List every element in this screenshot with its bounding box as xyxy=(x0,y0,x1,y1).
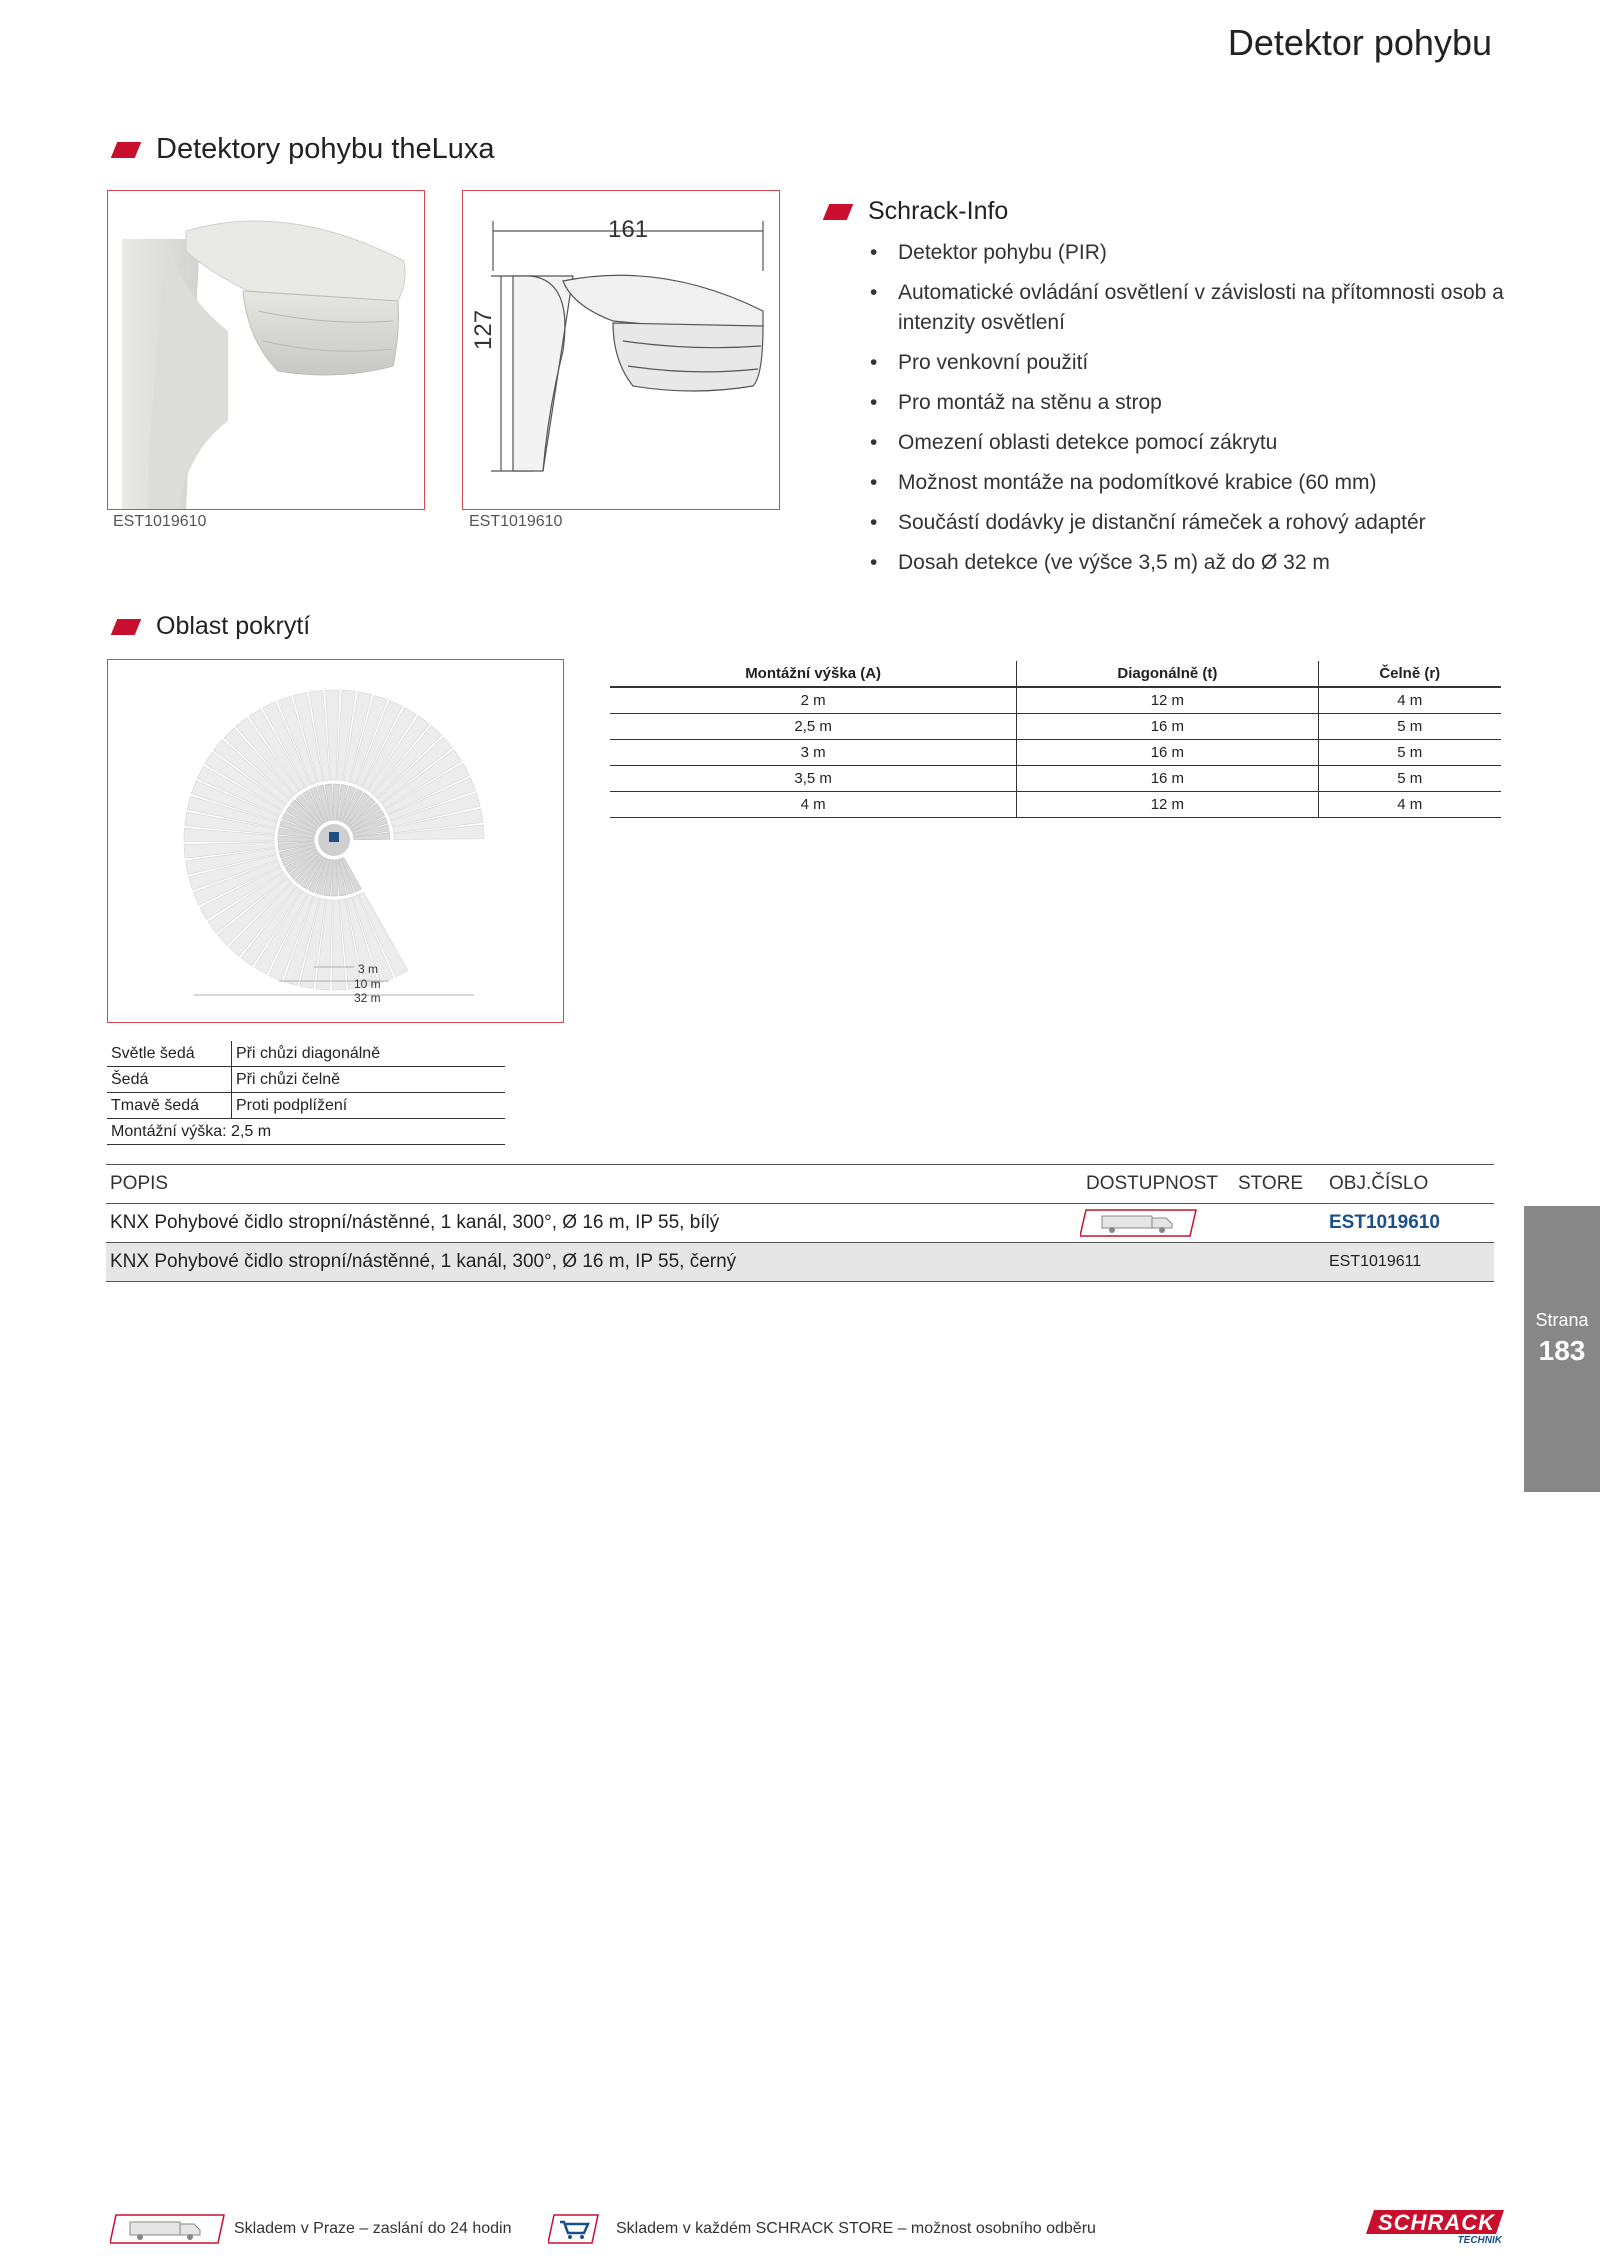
cov-cell: 12 m xyxy=(1017,792,1318,818)
header-store: STORE xyxy=(1238,1173,1304,1194)
info-item: • Součástí dodávky je distanční rámeček a rohový adaptér xyxy=(866,508,1506,538)
info-item: • Dosah detekce (ve výšce 3,5 m) až do Ø 32 m xyxy=(866,548,1506,578)
cov-cell: 5 m xyxy=(1318,740,1501,766)
header-popis: POPIS xyxy=(110,1173,169,1194)
legend-key: Šedá xyxy=(107,1067,232,1093)
legend-value: Proti podplížení xyxy=(232,1093,506,1119)
coverage-table xyxy=(610,661,1501,818)
table-row xyxy=(107,1093,505,1119)
table-row xyxy=(610,714,1501,740)
info-item: • Pro montáž na stěnu a strop xyxy=(866,388,1506,418)
logo-subtext: TECHNIK xyxy=(1457,2235,1502,2246)
footer-stock-store: Skladem v každém SCHRACK STORE – možnost osobního odběru xyxy=(616,2220,1096,2237)
legend-key: Tmavě šedá xyxy=(107,1093,232,1119)
info-item: • Pro venkovní použití xyxy=(866,348,1506,378)
product-code-link[interactable]: EST1019610 xyxy=(1329,1212,1440,1233)
coverage-fan-icon xyxy=(108,660,563,1022)
coverage-label-3m: 3 m xyxy=(358,962,379,976)
section-title-coverage xyxy=(114,612,310,641)
legend-key: Světle šedá xyxy=(107,1041,232,1067)
table-row xyxy=(610,687,1501,714)
table-row[interactable] xyxy=(106,1243,1494,1282)
table-row xyxy=(107,1041,505,1067)
section-marker-icon xyxy=(111,142,141,158)
cov-cell: 5 m xyxy=(1318,766,1501,792)
section-title-text: Detektory pohybu theLuxa xyxy=(156,133,495,165)
cov-cell: 3 m xyxy=(610,740,1017,766)
sensor-photo-icon xyxy=(108,191,424,509)
info-item: • Možnost montáže na podomítkové krabice (60 mm) xyxy=(866,468,1506,498)
section-marker-icon xyxy=(823,204,853,220)
cov-cell: 12 m xyxy=(1017,687,1318,714)
cov-cell: 4 m xyxy=(1318,687,1501,714)
table-row xyxy=(610,792,1501,818)
sensor-marker xyxy=(329,832,339,842)
drawing-caption: EST1019610 xyxy=(469,513,563,530)
section-title-detectors xyxy=(114,133,495,166)
cov-cell: 16 m xyxy=(1017,766,1318,792)
cov-header: Montážní výška (A) xyxy=(610,661,1017,687)
header-obj-cislo: OBJ.ČÍSLO xyxy=(1329,1173,1429,1194)
cov-cell: 2 m xyxy=(610,687,1017,714)
product-description: KNX Pohybové čidlo stropní/nástěnné, 1 kanál, 300°, Ø 16 m, IP 55, bílý xyxy=(110,1212,720,1233)
table-row[interactable] xyxy=(106,1204,1494,1243)
coverage-label-10m: 10 m xyxy=(354,977,381,991)
footer-truck-icon xyxy=(110,2213,226,2250)
product-table-header xyxy=(106,1164,1494,1204)
table-row xyxy=(107,1119,505,1145)
section-title-text: Oblast pokrytí xyxy=(156,612,311,640)
footer-cart-icon xyxy=(548,2213,600,2250)
legend-value: Při chůzi diagonálně xyxy=(232,1041,506,1067)
table-row xyxy=(610,766,1501,792)
coverage-label-32m: 32 m xyxy=(354,991,381,1005)
photo-caption: EST1019610 xyxy=(113,513,207,530)
cov-header: Čelně (r) xyxy=(1318,661,1501,687)
cov-cell: 4 m xyxy=(610,792,1017,818)
delivery-truck-icon xyxy=(1080,1208,1198,1244)
dimension-height-label: 127 xyxy=(470,309,497,350)
side-tab-label: Strana xyxy=(1535,1310,1589,1330)
cov-cell: 4 m xyxy=(1318,792,1501,818)
header-dostupnost: DOSTUPNOST xyxy=(1086,1173,1218,1194)
logo-text: SCHRACK xyxy=(1378,2210,1495,2235)
info-item: • Detektor pohybu (PIR) xyxy=(866,238,1506,268)
legend-value: Při chůzi čelně xyxy=(232,1067,506,1093)
cov-cell: 16 m xyxy=(1017,714,1318,740)
schrack-info-list xyxy=(866,238,1506,588)
schrack-logo xyxy=(1366,2208,1506,2248)
cov-cell: 3,5 m xyxy=(610,766,1017,792)
schrack-info-title-text: Schrack-Info xyxy=(868,197,1009,225)
legend-table xyxy=(107,1041,505,1145)
schrack-info-title xyxy=(826,197,1008,226)
cov-cell: 2,5 m xyxy=(610,714,1017,740)
cov-header: Diagonálně (t) xyxy=(1017,661,1318,687)
page-title: Detektor pohybu xyxy=(1227,22,1492,63)
product-description: KNX Pohybové čidlo stropní/nástěnné, 1 kanál, 300°, Ø 16 m, IP 55, černý xyxy=(110,1251,737,1272)
page-number: 183 xyxy=(1538,1335,1586,1366)
info-item: • Omezení oblasti detekce pomocí zákrytu xyxy=(866,428,1506,458)
cov-cell: 16 m xyxy=(1017,740,1318,766)
product-table xyxy=(106,1164,1494,1282)
legend-footer: Montážní výška: 2,5 m xyxy=(107,1119,505,1145)
cov-cell: 5 m xyxy=(1318,714,1501,740)
section-marker-icon xyxy=(111,619,141,635)
product-photo xyxy=(107,190,425,510)
page-side-tab xyxy=(1524,1206,1600,1492)
dimension-width-label: 161 xyxy=(608,216,649,243)
product-code-link[interactable]: EST1019611 xyxy=(1329,1253,1422,1270)
table-row xyxy=(610,740,1501,766)
info-item: • Automatické ovládání osvětlení v závislosti na přítomnosti osob a intenzity osvětlení xyxy=(866,278,1506,338)
coverage-diagram xyxy=(107,659,564,1023)
table-row xyxy=(107,1067,505,1093)
footer-stock-prague: Skladem v Praze – zaslání do 24 hodin xyxy=(234,2220,512,2237)
